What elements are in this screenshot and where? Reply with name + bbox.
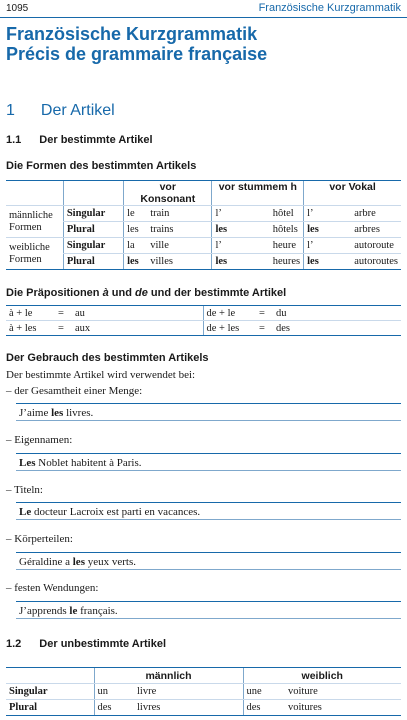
masc-label: männliche Formen xyxy=(6,206,63,238)
usage-item-label: – Titeln: xyxy=(6,484,43,496)
example-box: J’aime les livres. xyxy=(16,403,401,421)
table-row: Plural des livres des voitures xyxy=(6,700,401,716)
table-row: männliche Formen Singular le train l’ hôtel l’ arbre xyxy=(6,206,401,222)
table-row: Singular un livre une voiture xyxy=(6,684,401,700)
header-rule xyxy=(0,17,407,18)
running-title: Französische Kurzgrammatik xyxy=(258,2,401,14)
usage-intro: Der bestimmte Artikel wird verwendet bei: xyxy=(6,369,196,381)
subsection-number: 1.2 xyxy=(6,638,22,650)
section-heading-1 xyxy=(6,102,115,120)
usage-item-label: – Körperteilen: xyxy=(6,533,73,545)
fem-label: weibliche Formen xyxy=(6,238,63,270)
usage-heading: Der Gebrauch des bestimmten Artikels xyxy=(6,352,209,364)
table-row: Plural les trains les hôtels les arbres xyxy=(6,222,401,238)
table-header-row xyxy=(6,181,401,206)
subsection-heading-1-2 xyxy=(6,638,166,650)
subsection-title: Der unbestimmte Artikel xyxy=(39,638,167,650)
example-box: J’apprends le français. xyxy=(16,601,401,619)
table-row: à + les = aux de + les = des xyxy=(6,321,401,336)
example-box: Les Noblet habitent à Paris. xyxy=(16,453,401,471)
page-title: Französische Kurzgrammatik xyxy=(6,24,258,44)
page-subtitle: Précis de grammaire française xyxy=(6,44,268,64)
subsection-heading-1-1 xyxy=(6,134,153,146)
col-vor-konsonant: vor Konsonant xyxy=(124,181,212,206)
indefinite-article-table xyxy=(6,667,401,716)
example-box: Le docteur Lacroix est parti en vacances. xyxy=(16,502,401,520)
page-number: 1095 xyxy=(6,3,29,14)
prepositions-heading: Die Präpositionen à und de und der bestimmte Artikel xyxy=(6,287,287,299)
col-weiblich: weiblich xyxy=(243,668,401,684)
subsection-number: 1.1 xyxy=(6,134,22,146)
table-header-row xyxy=(6,668,401,684)
subsection-title: Der bestimmte Artikel xyxy=(39,134,153,146)
col-vor-vokal: vor Vokal xyxy=(304,181,401,206)
table-row: à + le = au de + le = du xyxy=(6,306,401,321)
forms-heading: Die Formen des bestimmten Artikels xyxy=(6,160,197,172)
usage-item-label: – Eigennamen: xyxy=(6,434,73,446)
usage-item-label: – der Gesamtheit einer Menge: xyxy=(6,385,143,397)
usage-item-label: – festen Wendungen: xyxy=(6,582,99,594)
prepositions-table xyxy=(6,305,401,336)
table-row: weibliche Formen Singular la ville l’ heure l’ autoroute xyxy=(6,238,401,254)
section-title: Der Artikel xyxy=(40,102,115,119)
section-number: 1 xyxy=(6,102,15,119)
definite-article-table xyxy=(6,180,401,270)
example-box: Géraldine a les yeux verts. xyxy=(16,552,401,570)
table-row: Plural les villes les heures les autoroutes xyxy=(6,254,401,270)
col-maennlich: männlich xyxy=(94,668,243,684)
col-vor-stummem-h: vor stummem h xyxy=(212,181,304,206)
